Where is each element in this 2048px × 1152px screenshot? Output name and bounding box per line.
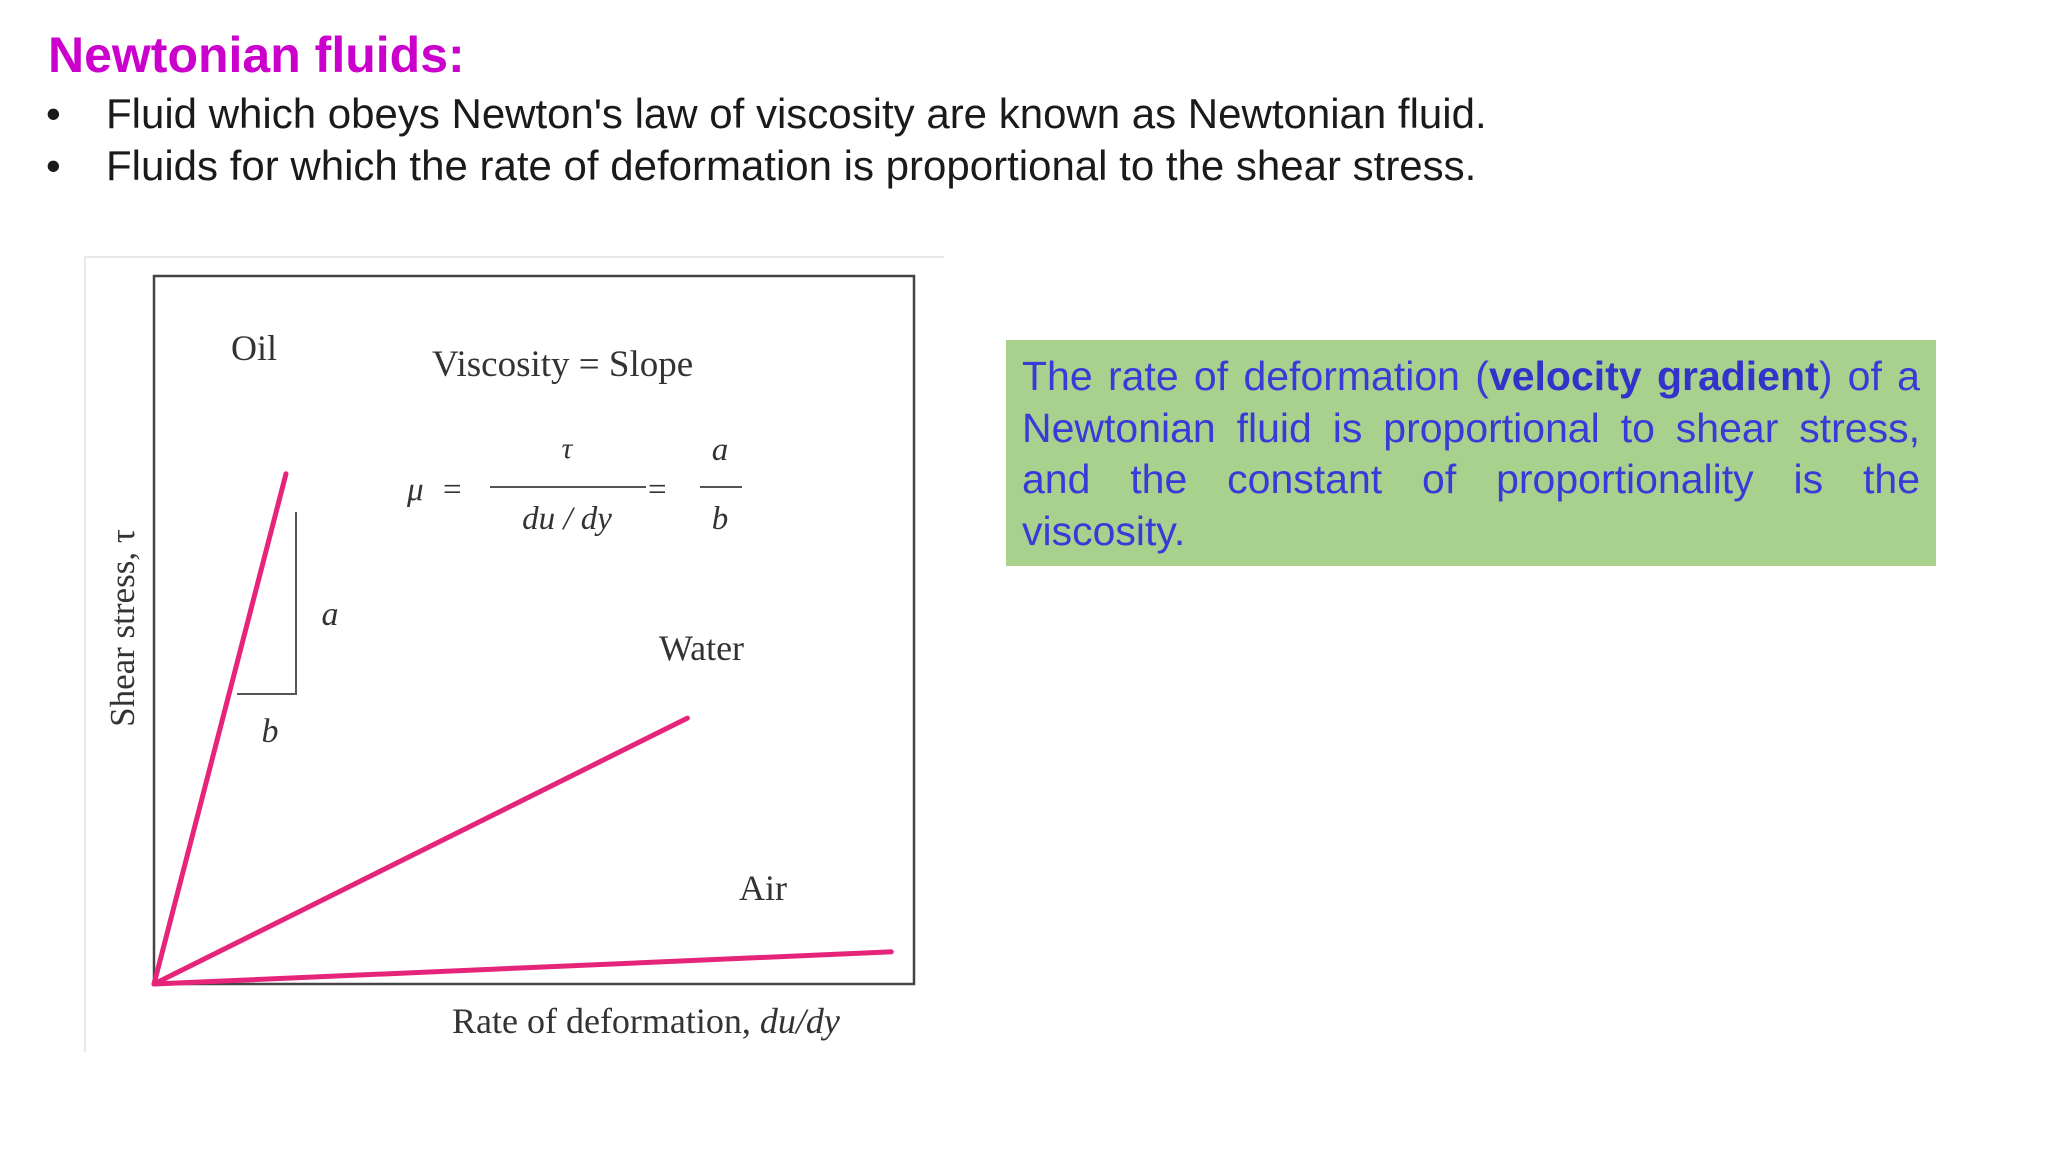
du-dy-denominator: du / dy: [522, 501, 612, 537]
definition-callout: [1006, 340, 1936, 566]
callout-text: The rate of deformation (: [1022, 353, 1489, 399]
b-denominator: b: [711, 501, 729, 537]
tau-numerator: τ: [561, 432, 573, 465]
x-axis-label-text: Rate of deformation,: [452, 1001, 760, 1041]
bullet-text: Fluid which obeys Newton's law of viscosity are known as Newtonian fluid.: [106, 90, 1487, 137]
oil-label: Oil: [231, 328, 278, 368]
diagram-canvas: [86, 258, 946, 1054]
a-numerator: a: [711, 432, 729, 468]
callout-bold-term: velocity gradient: [1488, 353, 1819, 399]
x-axis-label-variable: du/dy: [759, 1001, 840, 1041]
mu-symbol: μ: [407, 472, 424, 508]
bullet-icon: •: [46, 90, 61, 137]
bullet-item: [40, 140, 1487, 192]
bullet-text: Fluids for which the rate of deformation is proportional to the shear stress.: [106, 142, 1477, 189]
viscosity-formula: [406, 432, 742, 537]
equals-sign: =: [443, 472, 462, 508]
air-line: [154, 952, 891, 984]
triangle-run-label: b: [261, 713, 279, 750]
y-axis-label: Shear stress, τ: [103, 529, 142, 727]
viscosity-slope-label: Viscosity = Slope: [432, 344, 694, 385]
slide-title: Newtonian fluids:: [48, 27, 465, 83]
water-label: Water: [659, 628, 745, 668]
callout-text: ) of a Newtonian fluid is proportional to shear stress, and the constant of proportionality is the viscosity.: [1022, 353, 1920, 554]
viscosity-diagram: [84, 256, 944, 1052]
bullet-icon: •: [46, 142, 61, 189]
water-line: [154, 718, 687, 984]
equals-sign: =: [648, 472, 667, 508]
bullet-item: [40, 88, 1487, 140]
bullet-list: [40, 88, 1487, 192]
air-label: Air: [739, 868, 787, 908]
triangle-rise-label: a: [321, 596, 339, 633]
x-axis-label: [452, 1001, 840, 1041]
